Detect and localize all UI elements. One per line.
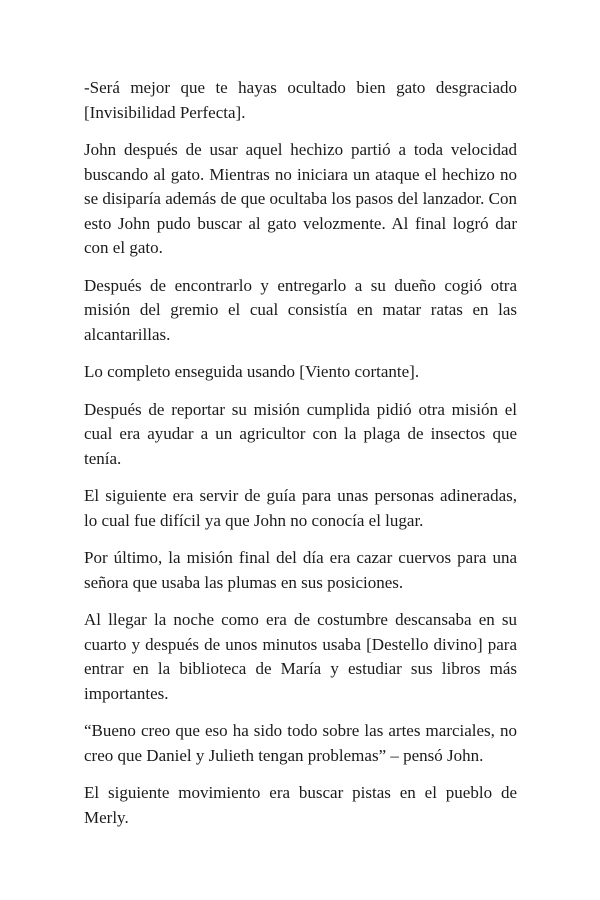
- paragraph-6: El siguiente era servir de guía para unas personas adineradas, lo cual fue difícil ya que John no conocía el lugar.: [84, 486, 517, 530]
- paragraph-4: Lo completo enseguida usando [Viento cortante].: [84, 362, 420, 381]
- paragraph-10: El siguiente movimiento era buscar pistas en el pueblo de Merly.: [84, 783, 517, 827]
- book-page: [84, 76, 517, 843]
- paragraph-3: Después de encontrarlo y entregarlo a su dueño cogió otra misión del gremio el cual consistía en matar ratas en las alcantarillas.: [84, 275, 517, 344]
- paragraph-8: Al llegar la noche como era de costumbre descansaba en su cuarto y después de unos minutos usaba [Destello divino] para entrar en la biblioteca de María y estudiar sus libros más importantes.: [84, 610, 517, 703]
- paragraph-9: “Bueno creo que eso ha sido todo sobre las artes marciales, no creo que Daniel y Julieth tengan problemas” – pensó John.: [84, 721, 517, 765]
- paragraph-5: Después de reportar su misión cumplida pidió otra misión el cual era ayudar a un agricultor con la plaga de insectos que tenía.: [84, 399, 517, 468]
- paragraph-7: Por último, la misión final del día era cazar cuervos para una señora que usaba las plumas en sus posiciones.: [84, 548, 517, 592]
- paragraph-2: John después de usar aquel hechizo partió a toda velocidad buscando al gato. Mientras no iniciara un ataque el hechizo no se disiparía además de que ocultaba los pasos del lanzador. Con esto John pudo buscar al gato velozmente. Al final logró dar con el gato.: [84, 140, 517, 257]
- paragraph-1: -Será mejor que te hayas ocultado bien gato desgraciado [Invisibilidad Perfecta].: [84, 78, 517, 122]
